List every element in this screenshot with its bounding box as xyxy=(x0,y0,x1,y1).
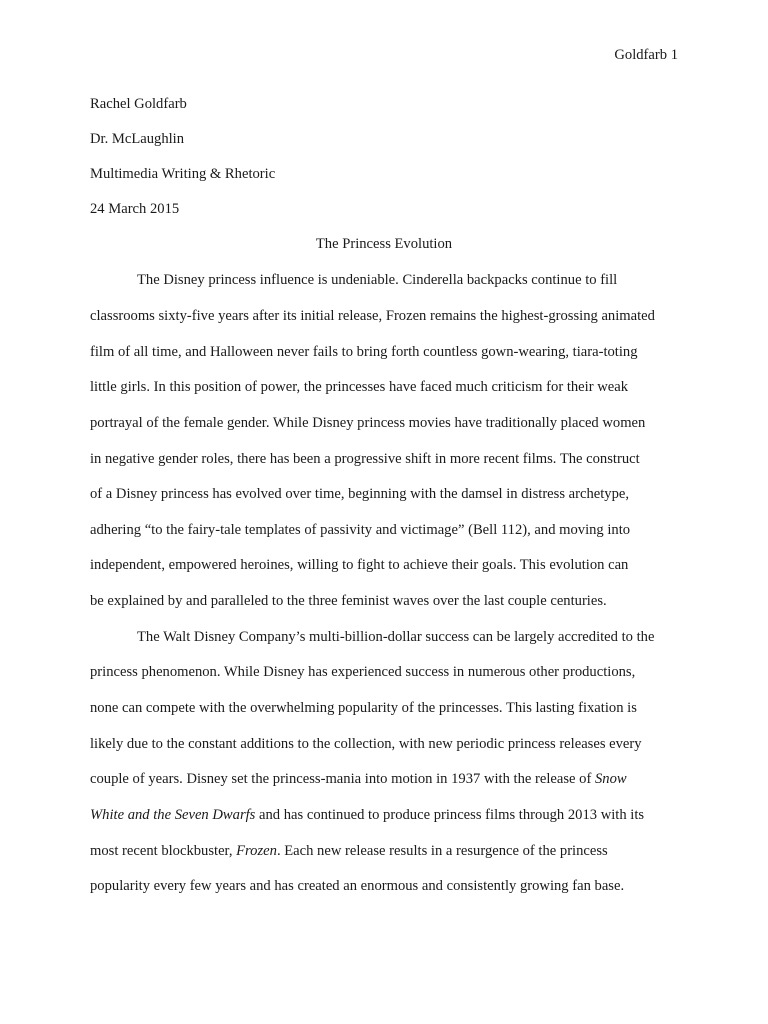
paragraph-1-line: classrooms sixty-five years after its initial release, Frozen remains the highest-grossing animated xyxy=(90,308,655,324)
paragraph-1-line: film of all time, and Halloween never fails to bring forth countless gown-wearing, tiara-toting xyxy=(90,344,638,360)
paragraph-2-text: most recent blockbuster, xyxy=(90,843,237,859)
film-title-italic: White and the Seven Dwarfs xyxy=(90,807,256,823)
author-name: Rachel Goldfarb xyxy=(90,96,187,112)
course-name: Multimedia Writing & Rhetoric xyxy=(90,166,276,182)
paragraph-1-line: independent, empowered heroines, willing to fight to achieve their goals. This evolution can xyxy=(90,557,629,573)
paragraph-2-line: likely due to the constant additions to the collection, with new periodic princess releases every xyxy=(90,736,642,752)
paragraph-2-text: . Each new release results in a resurgence of the princess xyxy=(276,843,608,859)
film-title-italic: Frozen xyxy=(236,843,277,859)
paragraph-1-line: in negative gender roles, there has been a progressive shift in more recent films. The construct xyxy=(90,451,640,467)
running-head: Goldfarb 1 xyxy=(614,47,678,63)
instructor-name: Dr. McLaughlin xyxy=(90,131,185,147)
paragraph-2-line xyxy=(90,843,608,860)
paragraph-2-line: princess phenomenon. While Disney has experienced success in numerous other productions, xyxy=(90,664,636,680)
paragraph-2-line xyxy=(90,807,644,824)
paragraph-2-line: popularity every few years and has created an enormous and consistently growing fan base. xyxy=(90,878,625,894)
film-title-italic: Snow xyxy=(594,771,627,787)
paragraph-2-text: and has continued to produce princess films through 2013 with its xyxy=(255,807,645,823)
paragraph-1-line: be explained by and paralleled to the three feminist waves over the last couple centuries. xyxy=(90,593,607,609)
paragraph-1-line: little girls. In this position of power, the princesses have faced much criticism for their weak xyxy=(90,379,629,395)
paragraph-1-line: portrayal of the female gender. While Disney princess movies have traditionally placed women xyxy=(90,415,646,431)
paragraph-2-line xyxy=(90,771,627,788)
paragraph-2-text: couple of years. Disney set the princess-mania into motion in 1937 with the release of xyxy=(90,771,595,787)
paragraph-1-line: adhering “to the fairy-tale templates of passivity and victimage” (Bell 112), and moving into xyxy=(90,522,631,538)
paper-title: The Princess Evolution xyxy=(315,236,453,252)
paragraph-1-line: The Disney princess influence is undeniable. Cinderella backpacks continue to fill xyxy=(137,272,618,288)
paper-date: 24 March 2015 xyxy=(90,201,180,217)
paragraph-1-line: of a Disney princess has evolved over time, beginning with the damsel in distress archetype, xyxy=(90,486,630,502)
paragraph-2-line: The Walt Disney Company’s multi-billion-dollar success can be largely accredited to the xyxy=(137,629,655,645)
paragraph-2-line: none can compete with the overwhelming popularity of the princesses. This lasting fixation is xyxy=(90,700,637,716)
